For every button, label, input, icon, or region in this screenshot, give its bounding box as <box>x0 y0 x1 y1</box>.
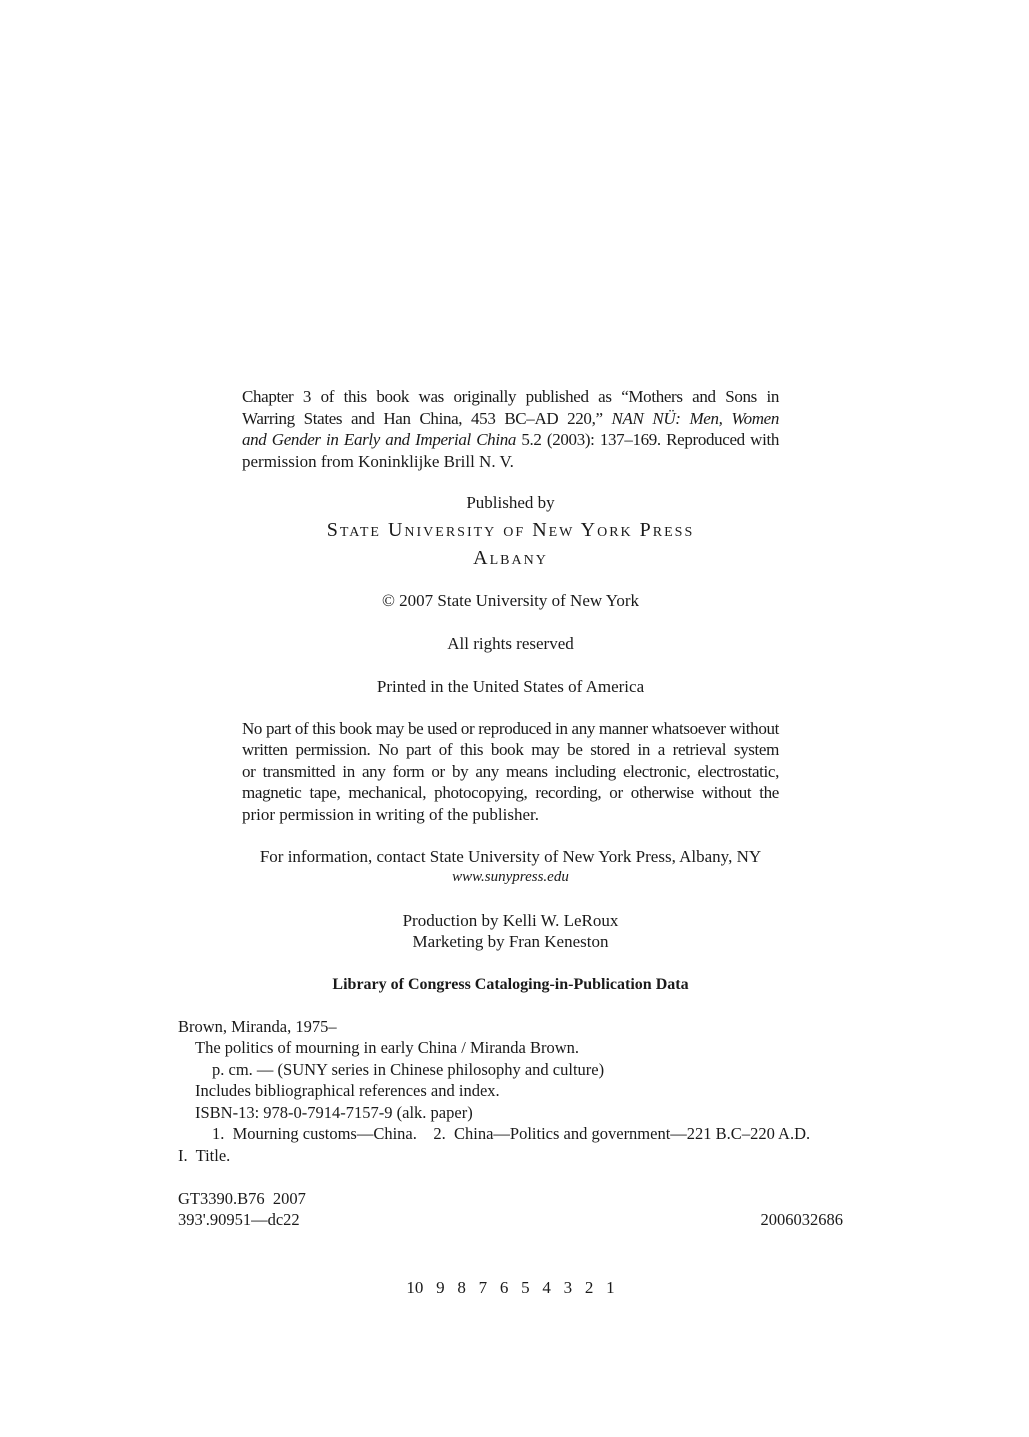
marketing-credit: Marketing by Fran Keneston <box>412 932 609 951</box>
notice-line: prior permission in writing of the publisher. <box>242 804 539 824</box>
cat-lccn: 2006032686 <box>760 1210 843 1229</box>
cat-author: Brown, Miranda, 1975– <box>178 1016 337 1036</box>
cat-includes: Includes bibliographical references and index. <box>195 1081 500 1100</box>
cat-isbn: ISBN-13: 978-0-7914-7157-9 (alk. paper) <box>195 1102 473 1122</box>
cat-title: The politics of mourning in early China / Miranda Brown. <box>195 1038 580 1057</box>
credit-line: Warring States and Han China, 453 BC–AD 220,” NAN NÜ: Men, Women <box>242 408 780 428</box>
notice-line: No part of this book may be used or reproduced in any manner whatsoever without <box>242 718 779 738</box>
publisher-city: Albany <box>473 546 548 569</box>
notice-paragraph <box>242 718 779 826</box>
cat-title-entry: I. Title. <box>178 1145 231 1165</box>
copyright-page <box>178 386 843 1298</box>
contact-info: For information, contact State University of New York Press, Albany, NY <box>259 846 762 866</box>
notice-line: magnetic tape, mechanical, photocopying, recording, or otherwise without the <box>242 783 779 802</box>
printing-line: 10 9 8 7 6 5 4 3 2 1 <box>406 1277 615 1297</box>
cataloging-data <box>178 1016 843 1231</box>
copyright: © 2007 State University of New York <box>381 590 640 610</box>
credit-paragraph <box>242 386 779 472</box>
credit-line: Chapter 3 of this book was originally published as “Mothers and Sons in <box>242 387 779 406</box>
published-by: Published by <box>466 493 555 512</box>
notice-line: written permission. No part of this book may be stored in a retrieval system <box>242 740 779 759</box>
cat-subjects: 1. Mourning customs—China. 2. China—Politics and government—221 B.C–220 A.D. <box>212 1124 811 1143</box>
notice-line: or transmitted in any form or by any means including electronic, electrostatic, <box>242 761 779 781</box>
credit-line: and Gender in Early and Imperial China 5.2 (2003): 137–169. Reproduced with <box>242 430 779 449</box>
cat-lc-class: GT3390.B76 2007 <box>178 1188 306 1208</box>
cat-dewey-row <box>178 1209 843 1231</box>
spacer <box>178 1166 843 1188</box>
cat-series: p. cm. — (SUNY series in Chinese philosophy and culture) <box>212 1059 605 1079</box>
credit-line: permission from Koninklijke Brill N. V. <box>242 451 514 471</box>
cat-dewey: 393'.90951—dc22 <box>178 1210 300 1229</box>
publisher-name: State University of New York Press <box>326 518 695 541</box>
rights: All rights reserved <box>447 633 574 653</box>
loc-heading: Library of Congress Cataloging-in-Publication Data <box>332 975 689 993</box>
publisher-url[interactable]: www.sunypress.edu <box>452 869 569 885</box>
production-credit: Production by Kelli W. LeRoux <box>402 910 619 930</box>
printed-in: Printed in the United States of America <box>376 676 645 696</box>
